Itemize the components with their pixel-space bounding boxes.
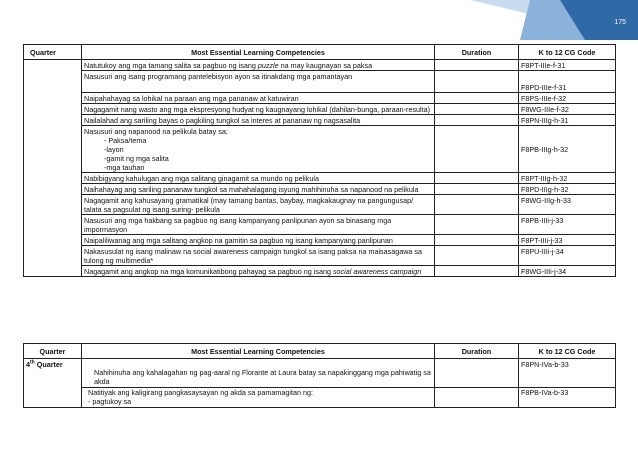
competency-cell [82,266,435,277]
header-quarter: Quarter [24,344,82,359]
code-cell: F8PU-IIIi-j-34 [519,246,616,266]
competency-text: Nasusuri ang napanood na pelikula batay sa: [84,126,228,136]
competency-cell: Nasusuri ang mga hakbang sa pagbuo ng isang kampanyang panlipunan ayon sa binasang mga impormasyon [82,215,435,235]
header-quarter: Quarter [24,45,82,60]
duration-cell [435,387,519,407]
competencies-table-q3 [23,44,616,277]
code-cell: F8PT-IIIg-h-32 [519,173,616,184]
quarter-cell [24,60,82,277]
competency-cell: Nagagamit nang wasto ang mga ekspresyong hudyat ng kaugnayang lohikal (dahilan-bunga, paraan-resulta) [82,104,435,115]
table-row [24,184,616,195]
code-cell: F8PT-IIIe-f-31 [519,60,616,71]
code-cell: F8PB-IIIg-h-32 [519,126,616,173]
competency-cell [82,60,435,71]
competency-text: Natitiyak ang kaligirang pangkasaysayan ng akda sa pamamagitan ng: [88,388,313,397]
table-row [24,215,616,235]
quarter-cell [24,359,82,408]
duration-cell [435,246,519,266]
table-row [24,387,616,407]
duration-cell [435,195,519,215]
criteria-item: -layon [104,144,124,154]
competency-cell: Nakasusulat ng isang malinaw na social awareness campaign tungkol sa isang paksa na maisasagawa sa tulong ng multimedia* [82,246,435,266]
competency-cell: Nagagamit ang kahusayang gramatikal (may tamang bantas, baybay, magkakaugnay na pangungusap/ talata sa pagsulat ng isang suring- pelikula [82,195,435,215]
duration-cell [435,60,519,71]
duration-cell [435,184,519,195]
competency-italic: puzzle [257,60,279,70]
competency-italic: social awareness campaign [332,266,422,276]
code-cell: F8WG-IIIe-f-32 [519,104,616,115]
header-duration: Duration [435,344,519,359]
duration-cell [435,173,519,184]
header-competencies: Most Essential Learning Competencies [82,45,435,60]
competency-cell: Nasusuri ang isang programang pantelebisyon ayon sa itinakdang mga pamantayan [82,71,435,93]
competency-cell: Naihahayag ang sariling pananaw tungkol sa mahahalagang isyung mahihinuha sa napanood na pelikula [82,184,435,195]
criteria-item: - Paksa/tema [104,135,147,145]
table-row [24,359,616,388]
duration-cell [435,71,519,93]
table-row [24,60,616,71]
criteria-item: -gamit ng mga salita [104,153,169,163]
table-row [24,93,616,104]
competency-cell [82,126,435,173]
table-row [24,104,616,115]
duration-cell [435,115,519,126]
code-cell: F8PD-IIIe-f-31 [519,71,616,93]
table-row [24,235,616,246]
table-row [24,126,616,173]
header-duration: Duration [435,45,519,60]
code-cell: F8PB-IVa-b-33 [519,387,616,407]
header-competencies: Most Essential Learning Competencies [82,344,435,359]
table-row [24,246,616,266]
competency-cell: Nailalahad ang sariling bayas o pagkiling tungkol sa interes at pananaw ng nagsasalita [82,115,435,126]
competency-text: Nagagamit ang angkop na mga komunikatibong pahayag sa pagbuo ng isang [84,266,333,276]
competency-cell: Naipaliliwanag ang mga salitang angkop na gamitin sa pagbuo ng isang kampanyang panlipunan [82,235,435,246]
header-code: K to 12 CG Code [519,344,616,359]
duration-cell [435,359,519,388]
competency-cell: Naipahahayag sa lohikal na paraan ang mga pananaw at katuwiran [82,93,435,104]
code-cell: F8WG-IIIg-h-33 [519,195,616,215]
competency-cell: Nabibigyang kahulugan ang mga salitang ginagamit sa mundo ng pelikula [82,173,435,184]
duration-cell [435,93,519,104]
table-row [24,173,616,184]
quarter-number: 4 [26,359,30,369]
duration-cell [435,215,519,235]
competency-text: Natutukoy ang mga tamang salita sa pagbuo ng isang [84,60,258,70]
quarter-suffix: th [30,359,35,366]
code-cell: F8PN-IIIg-h-31 [519,115,616,126]
code-cell: F8PS-IIIe-f-32 [519,93,616,104]
code-cell: F8PD-IIIg-h-32 [519,184,616,195]
header-code: K to 12 CG Code [519,45,616,60]
table-row [24,115,616,126]
competency-text-end: na may kaugnayan sa paksa [278,60,373,70]
page-corner-decoration [0,0,638,40]
competency-cell: Nahihinuha ang kahalagahan ng pag-aaral ng Florante at Laura batay sa napakinggang mga pahiwatig sa akda [82,359,435,388]
table-row [24,71,616,93]
code-cell: F8PB-IIIi-j-33 [519,215,616,235]
competency-cell [82,387,435,407]
code-cell: F8PT-IIIi-j-33 [519,235,616,246]
criteria-item: -mga tauhan [104,162,145,172]
duration-cell [435,126,519,173]
table-header-row [24,344,616,359]
competencies-table-q4 [23,343,616,408]
table-row [24,195,616,215]
quarter-word: Quarter [34,359,63,369]
duration-cell [435,235,519,246]
duration-cell [435,266,519,277]
table-row [24,266,616,277]
criteria-item: - pagtukoy sa [88,397,132,406]
code-cell: F8WG-IIIi-j-34 [519,266,616,277]
code-cell: F8PN-IVa-b-33 [519,359,616,388]
page-number: 175 [614,19,626,26]
table-header-row [24,45,616,60]
duration-cell [435,104,519,115]
